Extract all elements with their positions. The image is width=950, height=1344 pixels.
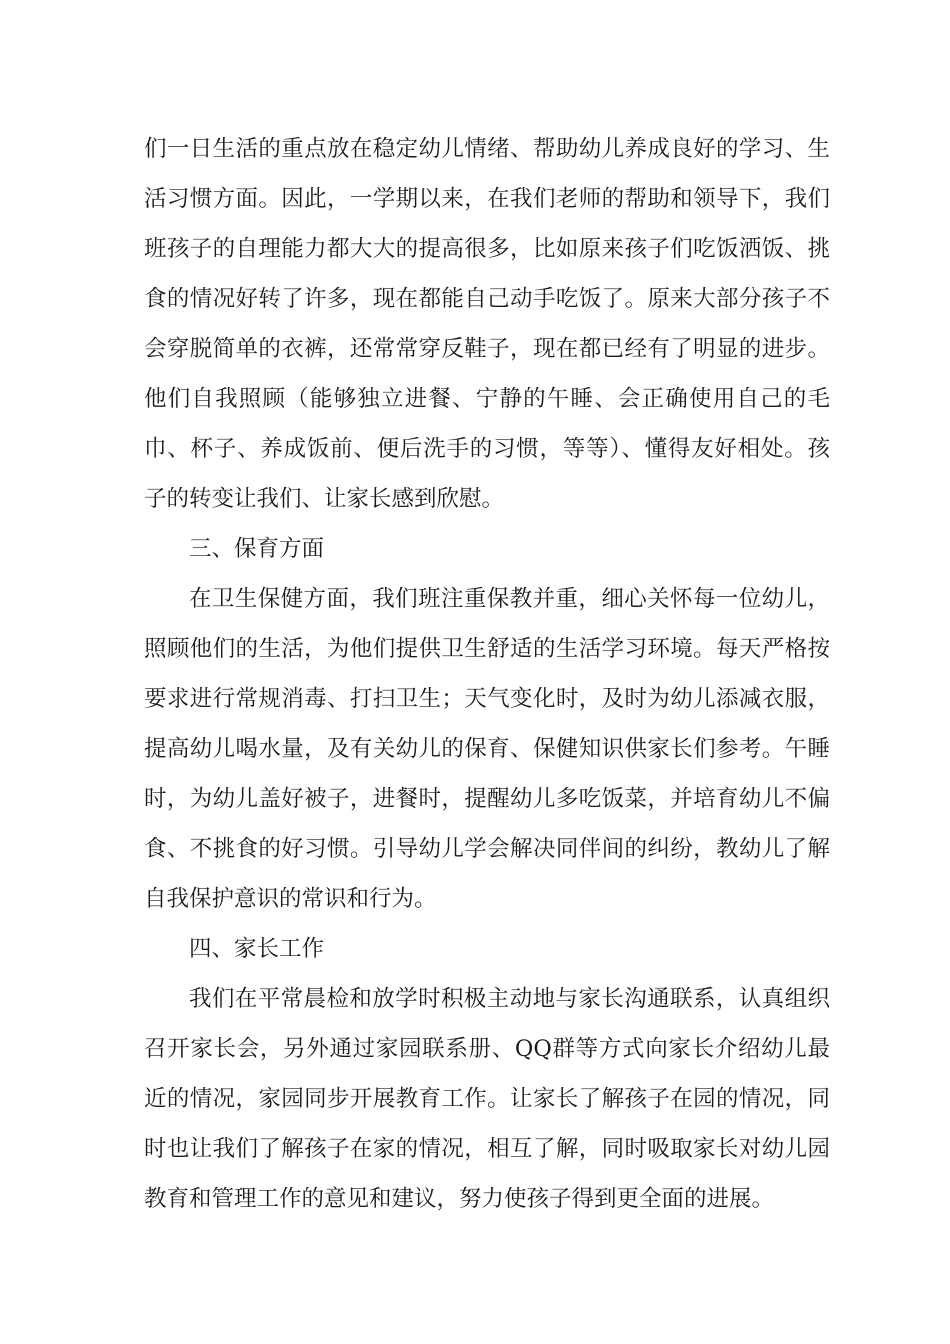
section-heading-childcare: 三、保育方面 (189, 536, 325, 562)
section-heading-parents: 四、家长工作 (189, 936, 325, 962)
document-body (144, 124, 830, 1224)
paragraph-parents: 我们在平常晨检和放学时积极主动地与家长沟通联系，认真组织召开家长会，另外通过家园联系册、QQ群等方式向家长介绍幼儿最近的情况，家园同步开展教育工作。让家长了解孩子在园的情况，同时也让我们了解孩子在家的情况，相互了解，同时吸取家长对幼儿园教育和管理工作的意见和建议，努力使孩子得到更全面的进展。 (144, 986, 830, 1212)
paragraph-child-habits: 们一日生活的重点放在稳定幼儿情绪、帮助幼儿养成良好的学习、生活习惯方面。因此，一学期以来，在我们老师的帮助和领导下，我们班孩子的自理能力都大大的提高很多，比如原来孩子们吃饭洒饭、挑食的情况好转了许多，现在都能自己动手吃饭了。原来大部分孩子不会穿脱简单的衣裤，还常常穿反鞋子，现在都已经有了明显的进步。他们自我照顾（能够独立进餐、宁静的午睡、会正确使用自己的毛巾、杯子、养成饭前、便后洗手的习惯，等等）、懂得友好相处。孩子的转变让我们、让家长感到欣慰。 (144, 136, 830, 512)
paragraph-childcare: 在卫生保健方面，我们班注重保教并重，细心关怀每一位幼儿，照顾他们的生活，为他们提供卫生舒适的生活学习环境。每天严格按要求进行常规消毒、打扫卫生；天气变化时，及时为幼儿添减衣服，提高幼儿喝水量，及有关幼儿的保育、保健知识供家长们参考。午睡时，为幼儿盖好被子，进餐时，提醒幼儿多吃饭菜，并培育幼儿不偏食、不挑食的好习惯。引导幼儿学会解决同伴间的纠纷，教幼儿了解自我保护意识的常识和行为。 (144, 586, 830, 912)
